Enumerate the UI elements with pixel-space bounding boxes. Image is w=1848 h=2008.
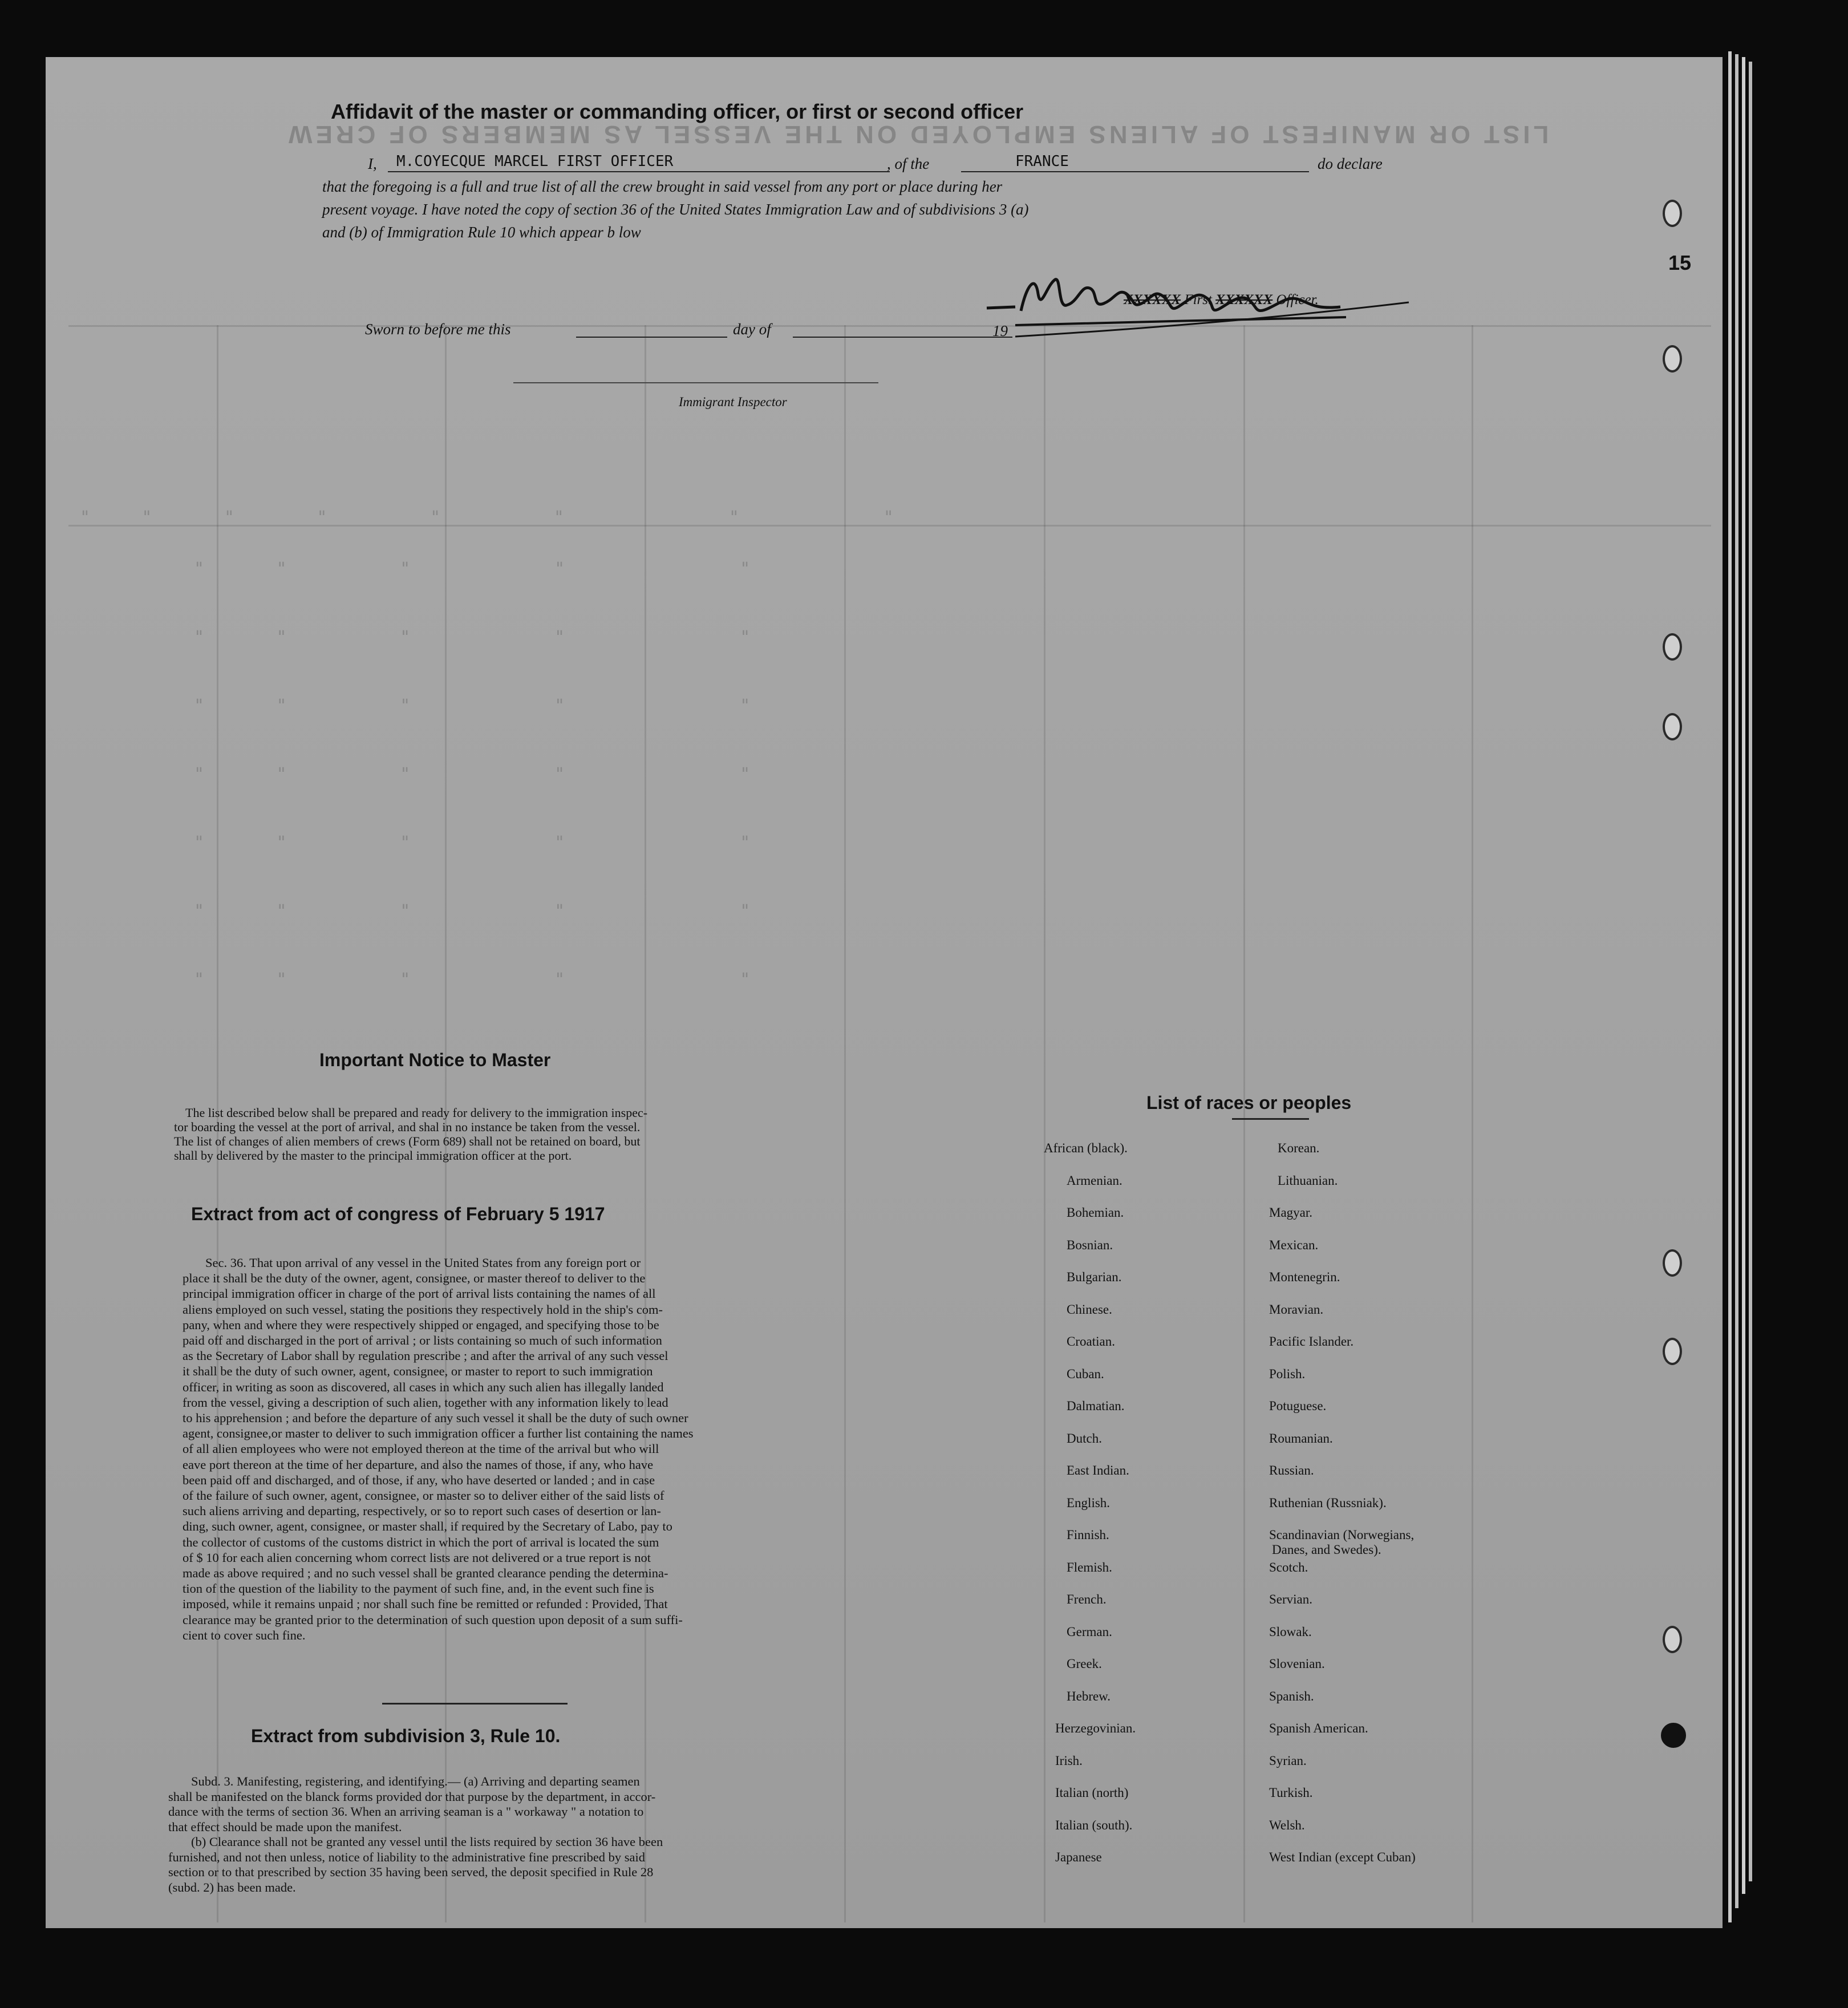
race-item: Herzegovinian. <box>1055 1721 1136 1735</box>
race-item: Dutch. <box>1067 1431 1102 1446</box>
affidavit-line-2: that the foregoing is a full and true list of all the crew brought in said vessel from any port or place during her <box>322 178 1003 195</box>
punch-hole <box>1663 200 1682 227</box>
extract-act-title: Extract from act of congress of February 5 1917 <box>191 1204 605 1224</box>
manifest-page: LIST OR MANIFEST OF ALIENS EMPLOYED ON THE VESSEL AS MEMBERS OF CREW " " " " " " " " " " " " " " " " " " " " " " " " " " " " " " " " " " " " " " " " " " " 15 Affidavit of the master or commanding officer, or first or second officer I, M.COYECQUE MARCEL FIRST OFFICER , of the FRANCE do declare that the foregoing is a full and true list of all the crew brought in said vessel from any port or place during her present voyage. I have noted the copy of section 36 of the United States Immigration Law and of subdivisions 3 (a) and (b) of Immigration Rule 10 which appear b low XXXXXX First XXXXXX Officer. Sworn to before me this day of 19 Immigrant Inspector Important Notice to Master The list described below shall be prepared and ready for delivery to the immigration inspec- tor boarding the vessel at the port of arrival, and shal in no instance be taken from the vessel. The list of changes of alien members of crews (Form 689) shall not be retained on board, but shall by delivered by the master to the principal immigration officer at the port. Extract from act of congress of February 5 1917 Sec. 36. That upon arrival of any vessel in the United States from any foreign port or place it shall be the duty of the owner, agent, consignee, or master thereof to deliver to the principal immigration officer in charge of the port of arrival lists containing the names of all aliens employed on such vessel, stating the positions they respectively hold in the ship's com- pany, when and where they were respectively shipped or engaged, and specifying those to be paid off and discharged in the port of arrival ; or lists containing so much of such information as the Secretary of Labor shall by regulation prescribe ; and after the arrival of any such vessel it shall be the duty of such owner, agent, consignee, or master to report to such immigration officer, in writing as soon as discovered, all cases in which any such alien has illegally landed from the vessel, giving a description of such alien, together with any information likely to lead to his apprehension ; and before the departure of any such vessel it shall be the duty of such owner agent, consignee,or master to deliver to such immigration officer a further list containing the names of all alien employees who were not employed thereon at the time of the arrival but who will eave port thereon at the time of her departure, and also the names of those, if any, who have been paid off and discharged, and of those, if any, who have deserted or landed ; and in case of the failure of such owner, agent, consignee, or master so to deliver either of the said lists of such aliens arriving and departing, respectively, or so to report such cases of desertion or lan- ding, such owner, agent, consignee, or master shall, if required by the Secretary of Labo, pay to the collector of customs of the customs district in which the port of arrival is located the sum of $ 10 for each alien concerning whom correct lists are not delivered or a true report is not made as above required ; and no such vessel shall be granted clearance pending the determina- tion of the question of the liability to the payment of such fine, and, in the event such fine is imposed, while it remains unpaid ; nor shall such fine be remitted or refunded : Provided, That clearance may be granted prior to the determination of such question upon deposit of a sum suffi- cient to cover such fine. Extract from subdivision 3, Rule 10. Subd. 3. Manifesting, registering, and identifying.— (a) Arriving and departing seamen shall be manifested on the blanck forms provided dor that purpose by the department, in accor- dance with the terms of section 36. When an arriving seaman is a " workaway " a notation to that effect should be made upon the manifest. (b) Clearance shall not be granted any vessel until the lists required by section 36 have been furnished, and not then unless, notice of liability to the administrative fine prescribed by said section or to that prescribed by section 35 having been served, the deposit specified in Rule 28 (subd. 2) has been made. List of races or peoples African (black). Armenian. Bohemian. Bosnian. Bulgarian. Chinese. Croatian. Cuban. Dalmatian. Dutch. East Indian. English. Finnish. Flemish. French. German. Greek. Hebrew. Herzegovinian. Irish. Italian (north) Italian (south). Japanese Korean. Lithuanian. Magyar. Mexican. Montenegrin. Moravian. Pacific Islander. Polish. Potuguese. Roumanian. Russian. Ruthenian (Russniak). Scandinavian (Norwegians, Danes, and Swedes). Scotch. Servian. Slowak. Slovenian. Spanish. Spanish American. Syrian. Turkish. Welsh. West Indian (except Cuban) <box>46 57 1723 1928</box>
race-item: Slowak. <box>1269 1624 1312 1639</box>
race-item: Greek. <box>1067 1657 1102 1671</box>
margin-number: 15 <box>1668 251 1692 274</box>
race-item: Irish. <box>1055 1753 1083 1768</box>
races-underline <box>1232 1118 1309 1120</box>
affidavit-of-the: , of the <box>887 155 930 172</box>
race-item: Servian. <box>1269 1592 1313 1606</box>
race-item: Montenegrin. <box>1269 1270 1340 1284</box>
race-item: Italian (south). <box>1055 1817 1133 1832</box>
struck-text: XXXXXX <box>1124 292 1181 307</box>
race-item: Bohemian. <box>1067 1205 1124 1220</box>
vessel-name: FRANCE <box>1015 153 1069 170</box>
race-item: English. <box>1067 1495 1111 1510</box>
notice-line-2: tor boarding the vessel at the port of arrival, and shal in no instance be taken from the vessel. <box>174 1120 641 1134</box>
signature-flourish <box>1015 297 1415 342</box>
signature-first-label: First <box>1184 292 1212 307</box>
sworn-label: Sworn to before me this <box>365 321 511 338</box>
race-item: Scotch. <box>1269 1560 1308 1574</box>
race-item: Armenian. <box>1067 1173 1122 1188</box>
race-item: Spanish American. <box>1269 1721 1368 1735</box>
race-item: East Indian. <box>1067 1463 1129 1477</box>
race-item: Turkish. <box>1269 1786 1313 1800</box>
day-of-label: day of <box>733 321 771 338</box>
race-item: Italian (north) <box>1055 1786 1129 1800</box>
section-divider <box>382 1703 568 1705</box>
race-item: Cuban. <box>1067 1366 1104 1381</box>
inspector-label: Immigrant Inspector <box>679 395 787 409</box>
extract-rule-title: Extract from subdivision 3, Rule 10. <box>251 1726 561 1746</box>
race-item: Finnish. <box>1067 1528 1109 1542</box>
notice-line-4: shall by delivered by the master to the principal immigration officer at the port. <box>174 1148 572 1163</box>
punch-hole <box>1663 1338 1682 1365</box>
punch-hole <box>1661 1723 1686 1748</box>
race-item: Russian. <box>1269 1463 1314 1477</box>
affidavit-do-declare: do declare <box>1318 155 1383 172</box>
race-item: Flemish. <box>1067 1560 1112 1574</box>
race-item: Dalmatian. <box>1067 1399 1125 1413</box>
race-item: Slovenian. <box>1269 1657 1325 1671</box>
race-item: Welsh. <box>1269 1817 1305 1832</box>
race-item: Bosnian. <box>1067 1237 1113 1252</box>
declarant-name: M.COYECQUE MARCEL FIRST OFFICER <box>396 153 674 170</box>
race-item: Syrian. <box>1269 1753 1307 1768</box>
affidavit-title: Affidavit of the master or commanding officer, or first or second officer <box>331 100 1024 123</box>
race-item: Scandinavian (Norwegians, <box>1269 1528 1415 1542</box>
race-item: Bulgarian. <box>1067 1270 1122 1284</box>
notice-line-1: The list described below shall be prepared and ready for delivery to the immigration inspec- <box>185 1106 648 1120</box>
punch-hole <box>1663 345 1682 373</box>
notice-title: Important Notice to Master <box>319 1050 551 1070</box>
race-item: Ruthenian (Russniak). <box>1269 1495 1387 1510</box>
punch-hole <box>1663 633 1682 661</box>
race-item: Pacific Islander. <box>1269 1334 1354 1349</box>
affidavit-line-3: present voyage. I have noted the copy of section 36 of the United States Immigration Law and of subdivisions 3 (a) <box>322 201 1029 218</box>
race-item: French. <box>1067 1592 1107 1606</box>
race-item: German. <box>1067 1624 1112 1639</box>
race-item: African (black). <box>1044 1141 1128 1155</box>
affidavit-i: I, <box>368 155 377 172</box>
race-item: Mexican. <box>1269 1237 1319 1252</box>
races-title: List of races or peoples <box>1146 1092 1352 1113</box>
race-item: Japanese <box>1055 1850 1102 1864</box>
struck-text: XXXXXX <box>1215 292 1273 307</box>
year-label: 19 <box>992 322 1008 339</box>
section-36-text: Sec. 36. That upon arrival of any vessel in the United States from any foreign port or place it shall be the duty of the owner, agent, consignee, or master thereof to deliver to the principal immigration officer in charge of the port of arrival lists containing the names of all aliens employed on such vessel, stating the positions they respectively hold in the ship's com- pany, when and where they were respectively shipped or engaged, and specifying those to be paid off and discharged in the port of arrival ; or lists containing so much of such information as the Secretary of Labor shall by regulation prescribe ; and after the arrival of any such vessel it shall be the duty of such owner, agent, consignee, or master to report to such immigration officer, in writing as soon as discovered, all cases in which any such alien has illegally landed from the vessel, giving a description of such alien, together with any information likely to lead to his apprehension ; and before the departure of any such vessel it shall be the duty of such owner agent, consignee,or master to deliver to such immigration officer a further list containing the names of all alien employees who were not employed thereon at the time of the arrival but who will eave port thereon at the time of her departure, and also the names of those, if any, who have been paid off and discharged, and of those, if any, who have deserted or landed ; and in case of the failure of such owner, agent, consignee, or master so to deliver either of the said lists of such aliens arriving and departing, respectively, or so to report such cases of desertion or lan- ding, such owner, agent, consignee, or master shall, if required by the Secretary of Labo, pay to the collector of customs of the customs district in which the port of arrival is located the sum of $ 10 for each alien concerning whom correct lists are not delivered or a true report is not made as above required ; and no such vessel shall be granted clearance pending the determina- tion of the question of the liability to the payment of such fine, and, in the event such fine is imposed, while it remains unpaid ; nor shall such fine be remitted or refunded : Provided, That clearance may be granted prior to the determination of such question upon deposit of a sum suffi- cient to cover such fine. <box>183 1256 694 1642</box>
signature-officer-label: Officer. <box>1276 292 1319 307</box>
race-item: Potuguese. <box>1269 1399 1327 1413</box>
punch-hole <box>1663 713 1682 740</box>
race-item: West Indian (except Cuban) <box>1269 1850 1416 1864</box>
subdivision-3-text: Subd. 3. Manifesting, registering, and identifying.— (a) Arriving and departing seamen shall be manifested on the blanck forms provided dor that purpose by the department, in accor- dance with the terms of section 36. When an arriving seaman is a " workaway " a notation to that effect should be made upon the manifest. (b) Clearance shall not be granted any vessel until the lists required by section 36 have been furnished, and not then unless, notice of liability to the administrative fine prescribed by said section or to that prescribed by section 35 having been served, the deposit specified in Rule 28 (subd. 2) has been made. <box>168 1774 663 1894</box>
notice-line-3: The list of changes of alien members of crews (Form 689) shall not be retained on board, but <box>174 1134 641 1148</box>
race-item: Spanish. <box>1269 1689 1314 1703</box>
race-item: Moravian. <box>1269 1302 1324 1317</box>
race-item: Magyar. <box>1269 1205 1313 1220</box>
race-item: Croatian. <box>1067 1334 1115 1349</box>
race-item: Chinese. <box>1067 1302 1112 1317</box>
race-item: Lithuanian. <box>1278 1173 1338 1188</box>
punch-hole <box>1663 1249 1682 1277</box>
race-item: Roumanian. <box>1269 1431 1333 1446</box>
race-item: Hebrew. <box>1067 1689 1111 1703</box>
race-item: Polish. <box>1269 1366 1306 1381</box>
punch-hole <box>1663 1626 1682 1653</box>
race-item: Korean. <box>1278 1141 1320 1155</box>
race-item: Danes, and Swedes). <box>1272 1543 1381 1557</box>
bleed-through-header: LIST OR MANIFEST OF ALIENS EMPLOYED ON THE VESSEL AS MEMBERS OF CREW <box>285 120 1549 148</box>
affidavit-line-4: and (b) of Immigration Rule 10 which appear b low <box>322 224 641 241</box>
